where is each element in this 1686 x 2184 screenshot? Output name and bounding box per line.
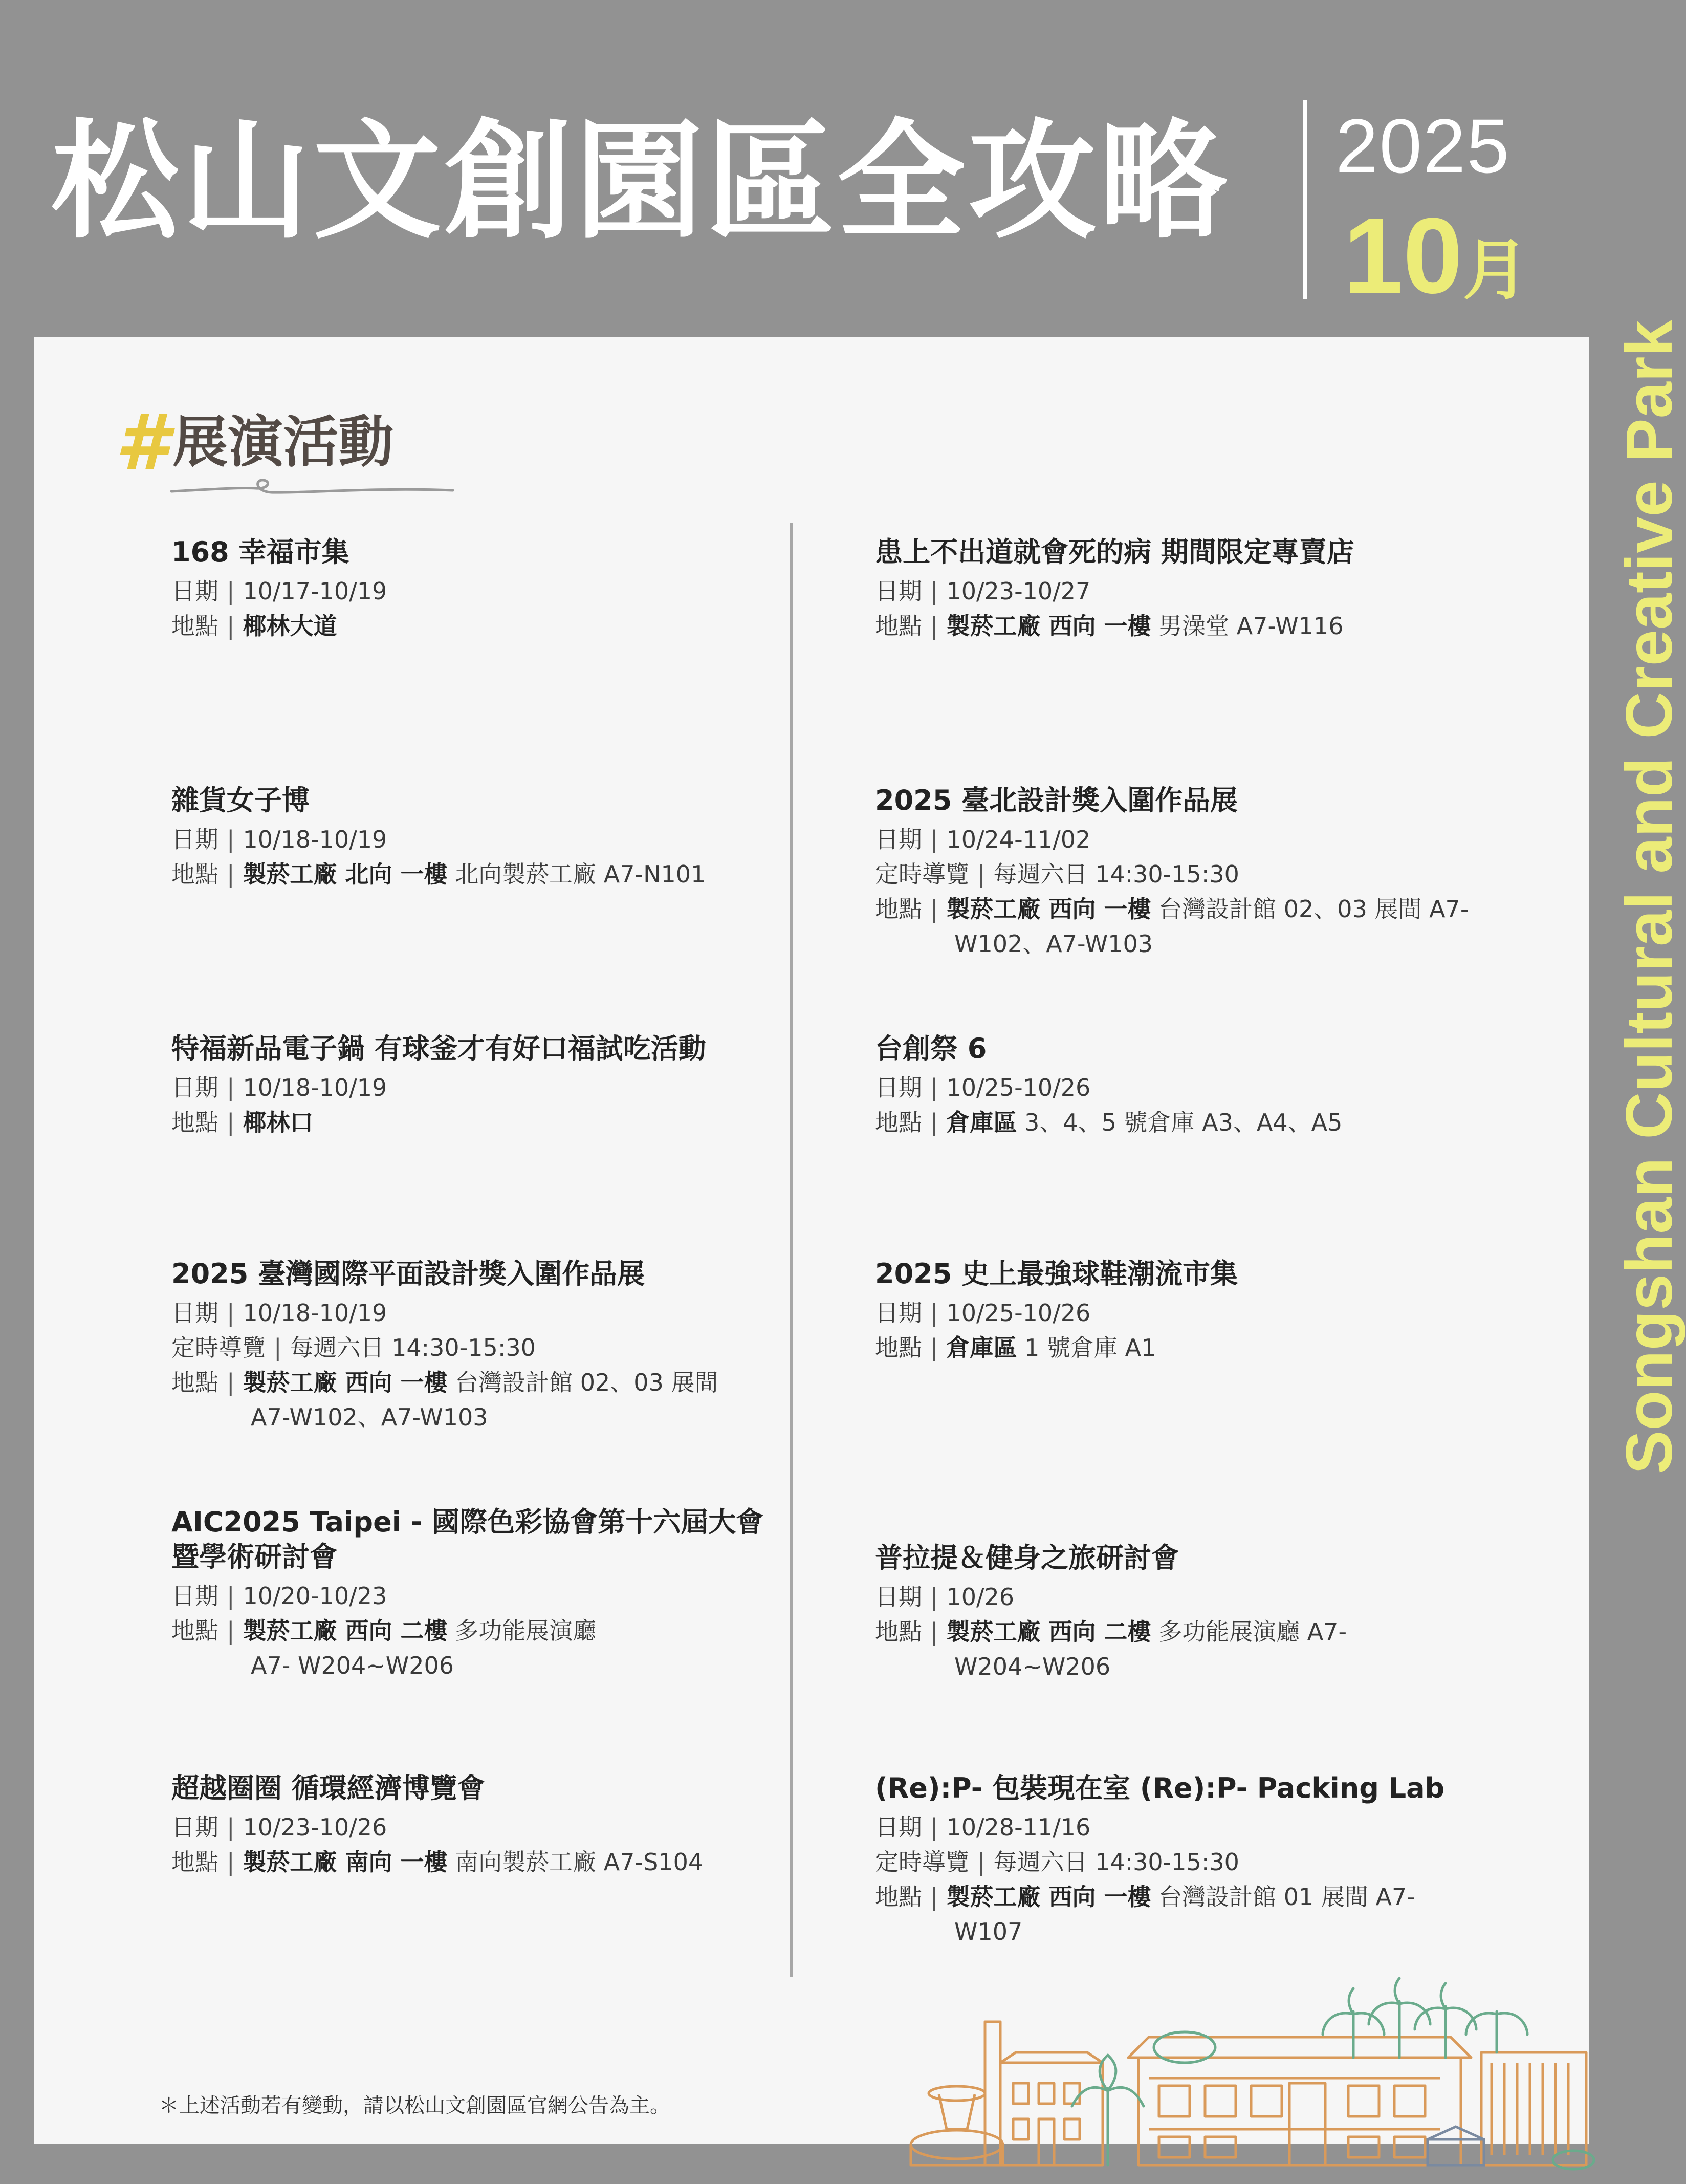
event-date-row: 日期 | 10/28-11/16	[875, 1813, 1091, 1841]
event-tour: 每週六日 14:30-15:30	[290, 1334, 536, 1361]
event-name: 2025 史上最強球鞋潮流市集	[875, 1258, 1238, 1290]
event-date-row: 日期 | 10/18-10/19	[171, 1074, 387, 1101]
event-date-row: 日期 | 10/17-10/19	[171, 577, 387, 605]
event-date: 10/18-10/19	[243, 826, 387, 853]
title-divider	[1303, 100, 1307, 299]
event-name: 台創祭 6	[875, 1032, 987, 1065]
event-place-row: 地點 | 倉庫區 3、4、5 號倉庫 A3、A4、A5	[875, 1109, 1343, 1136]
event-place-row: 地點 | 製菸工廠 西向 一樓 台灣設計館 02、03 展間	[171, 1369, 718, 1396]
event-place-row: 地點 | 椰林口	[171, 1109, 314, 1136]
event-date: 10/24-11/02	[946, 826, 1091, 853]
event-name: 普拉提＆健身之旅研討會	[875, 1542, 1179, 1574]
event-place-row: 地點 | 製菸工廠 西向 二樓 多功能展演廳	[171, 1617, 597, 1645]
header-month	[1343, 196, 1528, 316]
event-place-row: 地點 | 製菸工廠 西向 一樓 台灣設計館 02、03 展間 A7-	[875, 895, 1469, 923]
event-place-main: 倉庫區	[946, 1109, 1017, 1136]
event-place-row: 地點 | 製菸工廠 西向 一樓 男澡堂 A7-W116	[875, 612, 1344, 640]
event-place-continued: W107	[954, 1918, 1023, 1945]
event-place-continued: W102、A7-W103	[954, 930, 1153, 958]
event-place-row: 地點 | 製菸工廠 西向 二樓 多功能展演廳 A7-	[875, 1618, 1347, 1646]
event-card	[875, 535, 1535, 643]
event-date-row: 日期 | 10/23-10/27	[875, 577, 1091, 605]
event-card	[171, 535, 775, 643]
side-vertical-text: Songshan Cultural and Creative Park	[1613, 320, 1686, 1474]
month-unit: 月	[1462, 232, 1528, 309]
event-place-detail: 男澡堂 A7-W116	[1151, 612, 1344, 640]
event-date-row: 日期 | 10/25-10/26	[875, 1074, 1091, 1101]
event-name-line1: AIC2025 Taipei - 國際色彩協會第十六屆大會	[171, 1506, 764, 1538]
event-date-row: 日期 | 10/25-10/26	[875, 1299, 1091, 1327]
hash-icon: #	[115, 398, 169, 487]
event-date: 10/18-10/19	[243, 1074, 387, 1101]
event-card	[875, 1257, 1535, 1365]
event-place-detail: 多功能展演廳	[447, 1617, 597, 1645]
section-heading	[115, 398, 394, 487]
event-place-main: 製菸工廠 西向 一樓	[243, 1369, 448, 1396]
page-title: 松山文創園區全攻略	[51, 107, 1230, 256]
event-date: 10/26	[946, 1583, 1015, 1611]
event-place-continued: A7- W204~W206	[251, 1652, 454, 1679]
event-place-main: 倉庫區	[946, 1334, 1017, 1361]
event-card	[171, 1031, 775, 1140]
event-place-detail: 1 號倉庫 A1	[1017, 1334, 1156, 1361]
event-place-continued: W204~W206	[954, 1653, 1111, 1680]
column-divider	[790, 523, 793, 1977]
event-date: 10/28-11/16	[946, 1813, 1091, 1841]
event-name: 2025 臺灣國際平面設計獎入圍作品展	[171, 1258, 645, 1290]
event-place-main: 製菸工廠 西向 二樓	[946, 1618, 1151, 1646]
event-date-row: 日期 | 10/26	[875, 1583, 1015, 1611]
month-number: 10	[1343, 196, 1463, 316]
event-date: 10/23-10/27	[946, 577, 1091, 605]
event-place-main: 製菸工廠 西向 一樓	[946, 895, 1151, 923]
event-card	[171, 1505, 775, 1683]
event-place-row: 地點 | 製菸工廠 西向 一樓 台灣設計館 01 展間 A7-	[875, 1883, 1415, 1911]
event-card	[171, 1771, 775, 1879]
event-date: 10/25-10/26	[946, 1299, 1091, 1327]
event-place-main: 製菸工廠 南向 一樓	[243, 1848, 448, 1876]
event-date: 10/18-10/19	[243, 1299, 387, 1327]
event-place-main: 製菸工廠 西向 一樓	[946, 1883, 1151, 1911]
event-name: 雜貨女子博	[171, 784, 310, 816]
event-tour: 每週六日 14:30-15:30	[993, 860, 1239, 888]
event-place-main: 製菸工廠 西向 一樓	[946, 612, 1151, 640]
event-date: 10/23-10/26	[243, 1813, 387, 1841]
event-place-detail: 北向製菸工廠 A7-N101	[447, 860, 706, 888]
event-date-row: 日期 | 10/18-10/19	[171, 826, 387, 853]
event-place-continued: A7-W102、A7-W103	[251, 1403, 488, 1431]
event-place-detail: 台灣設計館 01 展間 A7-	[1151, 1883, 1415, 1911]
event-place-main: 椰林口	[243, 1109, 314, 1136]
event-place-row: 地點 | 倉庫區 1 號倉庫 A1	[875, 1334, 1156, 1361]
event-name: 患上不出道就會死的病 期間限定專賣店	[875, 536, 1354, 568]
event-place-main: 製菸工廠 北向 一樓	[243, 860, 448, 888]
event-place-detail: 台灣設計館 02、03 展間 A7-	[1151, 895, 1469, 923]
event-date: 10/17-10/19	[243, 577, 387, 605]
event-card	[875, 1771, 1535, 1949]
event-card	[171, 783, 775, 892]
event-place-detail: 3、4、5 號倉庫 A3、A4、A5	[1017, 1109, 1343, 1136]
event-place-main: 椰林大道	[243, 612, 337, 640]
event-date: 10/25-10/26	[946, 1074, 1091, 1101]
event-card	[875, 783, 1535, 961]
header-year: 2025	[1335, 103, 1510, 189]
squiggle-underline-icon	[169, 471, 455, 502]
event-date-row: 日期 | 10/23-10/26	[171, 1813, 387, 1841]
event-place-main: 製菸工廠 西向 二樓	[243, 1617, 448, 1645]
event-date: 10/20-10/23	[243, 1582, 387, 1610]
event-card	[171, 1257, 775, 1435]
event-card	[875, 1031, 1535, 1140]
event-name-line2: 暨學術研討會	[171, 1541, 337, 1573]
event-tour: 每週六日 14:30-15:30	[993, 1848, 1239, 1876]
event-name: 168 幸福市集	[171, 536, 349, 568]
event-tour-row: 定時導覽 | 每週六日 14:30-15:30	[875, 1848, 1239, 1876]
footnote: ＊上述活動若有變動，請以松山文創園區官網公告為主。	[159, 2094, 670, 2117]
section-title-label: 展演活動	[172, 410, 394, 474]
event-place-detail: 多功能展演廳 A7-	[1151, 1618, 1347, 1646]
event-name: 特福新品電子鍋 有球釜才有好口福試吃活動	[171, 1032, 706, 1065]
park-buildings-illustration	[908, 1976, 1589, 2180]
event-place-row: 地點 | 椰林大道	[171, 612, 337, 640]
event-name: 超越圈圈 循環經濟博覽會	[171, 1772, 485, 1804]
event-name: 2025 臺北設計獎入圍作品展	[875, 784, 1238, 816]
event-place-detail: 南向製菸工廠 A7-S104	[447, 1848, 704, 1876]
event-date-row: 日期 | 10/18-10/19	[171, 1299, 387, 1327]
event-date-row: 日期 | 10/20-10/23	[171, 1582, 387, 1610]
event-tour-row: 定時導覽 | 每週六日 14:30-15:30	[171, 1334, 536, 1361]
event-place-row: 地點 | 製菸工廠 北向 一樓 北向製菸工廠 A7-N101	[171, 860, 706, 888]
event-place-detail: 台灣設計館 02、03 展間	[447, 1369, 718, 1396]
event-name: (Re):P- 包裝現在室 (Re):P- Packing Lab	[875, 1772, 1445, 1804]
event-date-row: 日期 | 10/24-11/02	[875, 826, 1091, 853]
event-card	[875, 1541, 1535, 1684]
event-tour-row: 定時導覽 | 每週六日 14:30-15:30	[875, 860, 1239, 888]
event-place-row: 地點 | 製菸工廠 南向 一樓 南向製菸工廠 A7-S104	[171, 1848, 704, 1876]
